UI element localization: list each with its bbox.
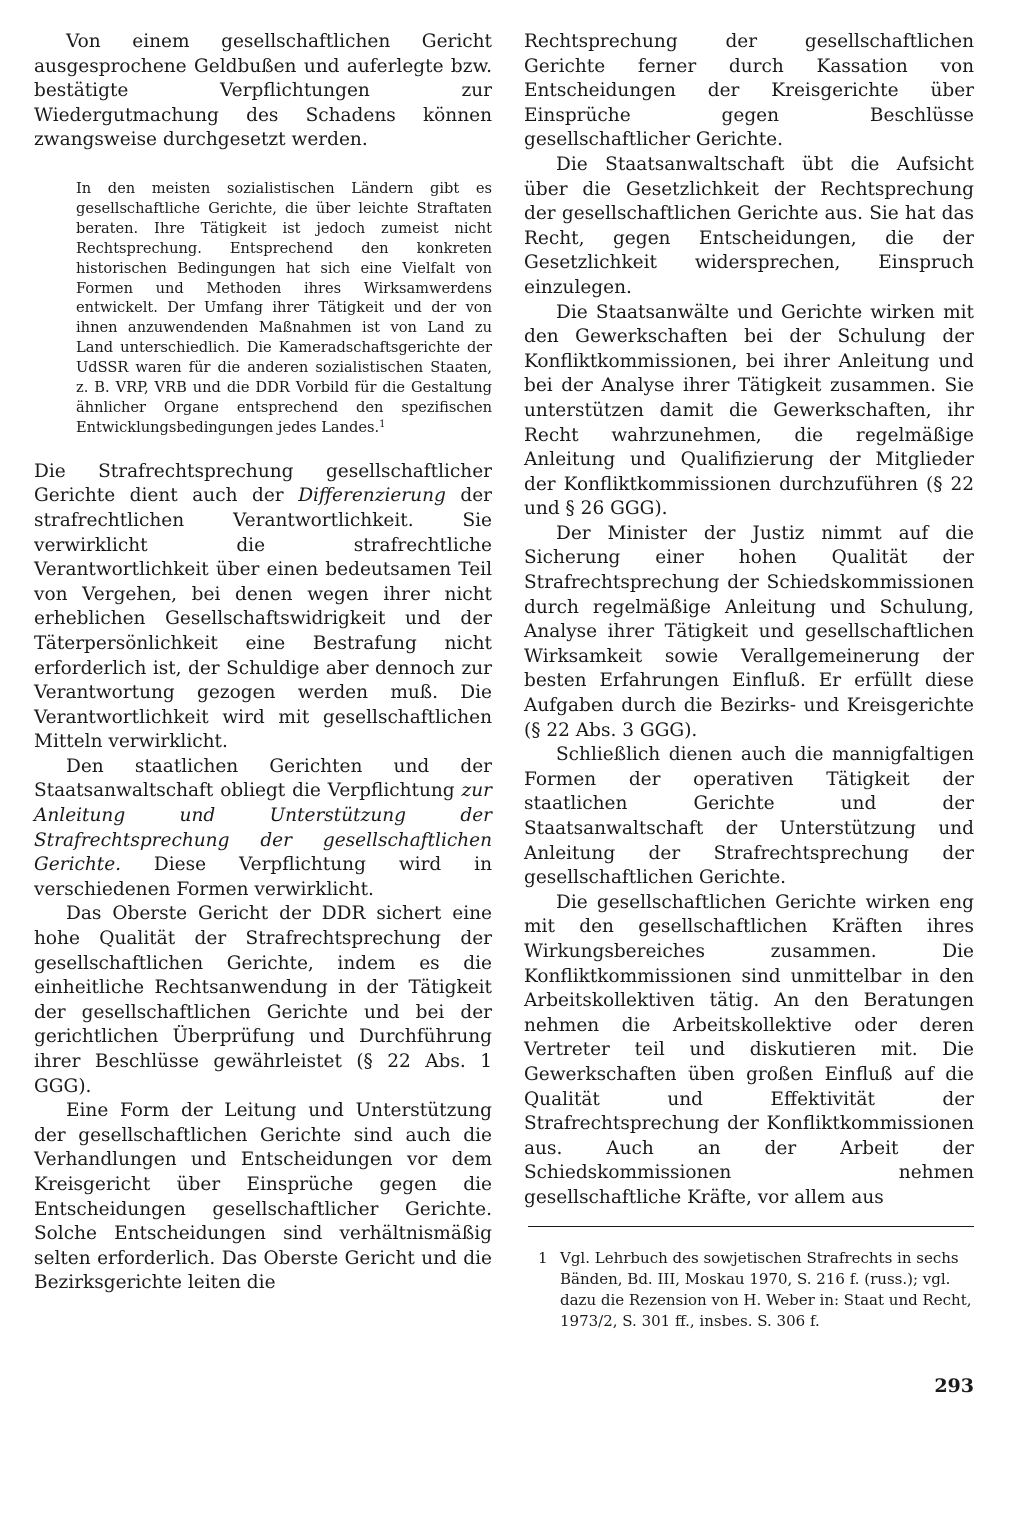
footnote-divider <box>528 1226 974 1227</box>
paragraph-minister: Der Minister der Justiz nimmt auf die Sicherung einer hohen Qualität der Strafrechtsprechung der Schiedskommissionen durch regelmäßige Anleitung und Schulung, Analyse ihrer Tätigkeit und gesellschaftlichen Wirksamkeit sowie Verallgemeinerung der besten Erfahrungen Einfluß. Er erfüllt diese Aufgaben durch die Bezirks- und Kreisgerichte (§ 22 Abs. 3 GGG). <box>524 522 974 741</box>
text-span: Den staatlichen Gerichten und der Staatsanwaltschaft obliegt die Verpflichtung <box>34 755 492 802</box>
paragraph-leitung: Eine Form der Leitung und Unterstützung der gesellschaftlichen Gerichte sind auch die Verhandlungen und Entscheidungen vor dem Kreisgericht über Einsprüche gegen die Entscheidungen gesellschaftlicher Gerichte. Solche Entscheidungen sind verhältnismäßig selten erforderlich. Das Oberste Gericht und die Bezirksgerichte leiten die <box>34 1100 492 1294</box>
right-column <box>524 30 974 1211</box>
emphasis-text: Differenzierung <box>298 485 446 507</box>
paragraph-oberstes-gericht: Das Oberste Gericht der DDR sichert eine hohe Qualität der Strafrechtsprechung der gesellschaftlichen Gerichte, indem es die einheitliche Rechtsanwendung in der Tätigkeit der gesellschaftlichen Gerichte und bei der gerichtlichen Überprüfung und Durchführung ihrer Beschlüsse gewährleistet (§ 22 Abs. 1 GGG). <box>34 903 492 1097</box>
paragraph-staatsanwaltschaft: Die Staatsanwaltschaft übt die Aufsicht über die Gesetzlichkeit der Rechtsprechung der gesellschaftlichen Gerichte aus. Sie hat das Recht, gegen Entscheidungen, die der Gesetzlichkeit widersprechen, Einspruch einzulegen. <box>524 153 974 298</box>
footnote-number: 1 <box>538 1249 548 1267</box>
paragraph-gewerkschaften: Die Staatsanwälte und Gerichte wirken mit den Gewerkschaften bei der Schulung der Konfliktkommissionen, bei ihrer Anleitung und bei der Analyse ihrer Tätigkeit zusammen. Sie unterstützen damit die Gewerkschaften, ihr Recht wahrzunehmen, die regelmäßige Anleitung und Qualifizierung der Mitglieder der Konfliktkommissionen durchzuführen (§ 22 und § 26 GGG). <box>524 301 974 520</box>
paragraph-operative-taetigkeit: Schließlich dienen auch die mannigfaltigen Formen der operativen Tätigkeit der staatlichen Gerichte und der Staatsanwaltschaft der Unterstützung und Anleitung der Strafrechtsprechung der gesellschaftlichen Gerichte. <box>524 744 974 889</box>
footnote-text: Vgl. Lehrbuch des sowjetischen Strafrechts in sechs Bänden, Bd. III, Moskau 1970, S. 216 f. (russ.); vgl. dazu die Rezension von H. Weber in: Staat und Recht, 1973/2, S. 301 ff., insbes. S. 306 f. <box>560 1249 972 1330</box>
paragraph-anleitung <box>34 755 492 903</box>
paragraph-differenzierung <box>34 460 492 755</box>
left-column <box>34 30 492 1296</box>
note-text: In den meisten sozialistischen Ländern gibt es gesellschaftliche Gerichte, die über leichte Straftaten beraten. Ihre Tätigkeit ist jedoch zumeist nicht Rechtsprechung. Entsprechend den konkreten historischen Bedingungen hat sich eine Vielfalt von Formen und Methoden ihres Wirksamwerdens entwickelt. Der Umfang ihrer Tätigkeit und der von ihnen anzuwendenden Maßnahmen ist von Land zu Land unterschiedlich. Die Kameradschaftsgerichte der UdSSR waren für die anderen sozialistischen Staaten, z. B. VRP, VRB und die DDR Vorbild für die Gestaltung ähnlicher Organe entsprechend den spezifischen Entwicklungsbedingungen jedes Landes. <box>76 179 492 436</box>
small-print-note <box>76 179 492 438</box>
text-span: Diese Verpflichtung wird in verschiedenen Formen verwirklicht. <box>34 854 492 900</box>
footnote <box>528 1248 974 1332</box>
intro-paragraph: Von einem gesellschaftlichen Gericht ausgesprochene Geldbußen und auferlegte bzw. bestätigte Verpflichtungen zur Wiedergutmachung des Schadens können zwangsweise durchgesetzt werden. <box>34 31 492 151</box>
emphasis-text: zur Anleitung und Unterstützung der Strafrechtsprechung der gesellschaftlichen Gerichte. <box>34 780 492 876</box>
page-number: 293 <box>934 1375 974 1397</box>
text-span: Die Strafrechtsprechung gesellschaftlicher Gerichte dient auch der <box>34 460 492 507</box>
text-span: der strafrechtlichen Verantwortlichkeit. Sie verwirklicht die strafrechtliche Verantwortlichkeit über einen bedeutsamen Teil von Vergehen, bei denen wegen ihrer nicht erheblichen Gesellschaftswidrigkeit und der Täterpersönlichkeit eine Bestrafung nicht erforderlich ist, der Schuldige aber dennoch zur Verantwortung gezogen werden muß. Die Verantwortlichkeit wird mit gesellschaftlichen Mitteln verwirklicht. <box>34 485 492 753</box>
paragraph-kraefte: Die gesellschaftlichen Gerichte wirken eng mit den gesellschaftlichen Kräften ihres Wirkungsbereiches zusammen. Die Konfliktkommissionen sind unmittelbar in den Arbeitskollektiven tätig. An den Beratungen nehmen die Arbeitskollektive oder deren Vertreter teil und diskutieren mit. Die Gewerkschaften üben großen Einfluß auf die Qualität und Effektivität der Strafrechtsprechung der Konfliktkommissionen aus. Auch an der Arbeit der Schiedskommissionen nehmen gesellschaftliche Kräfte, vor allem aus <box>524 891 974 1208</box>
note-footnote-ref: 1 <box>379 418 386 430</box>
paragraph-continuation: Rechtsprechung der gesellschaftlichen Gerichte ferner durch Kassation von Entscheidungen der Kreisgerichte über Einsprüche gegen Beschlüsse gesellschaftlicher Gerichte. <box>524 31 974 151</box>
